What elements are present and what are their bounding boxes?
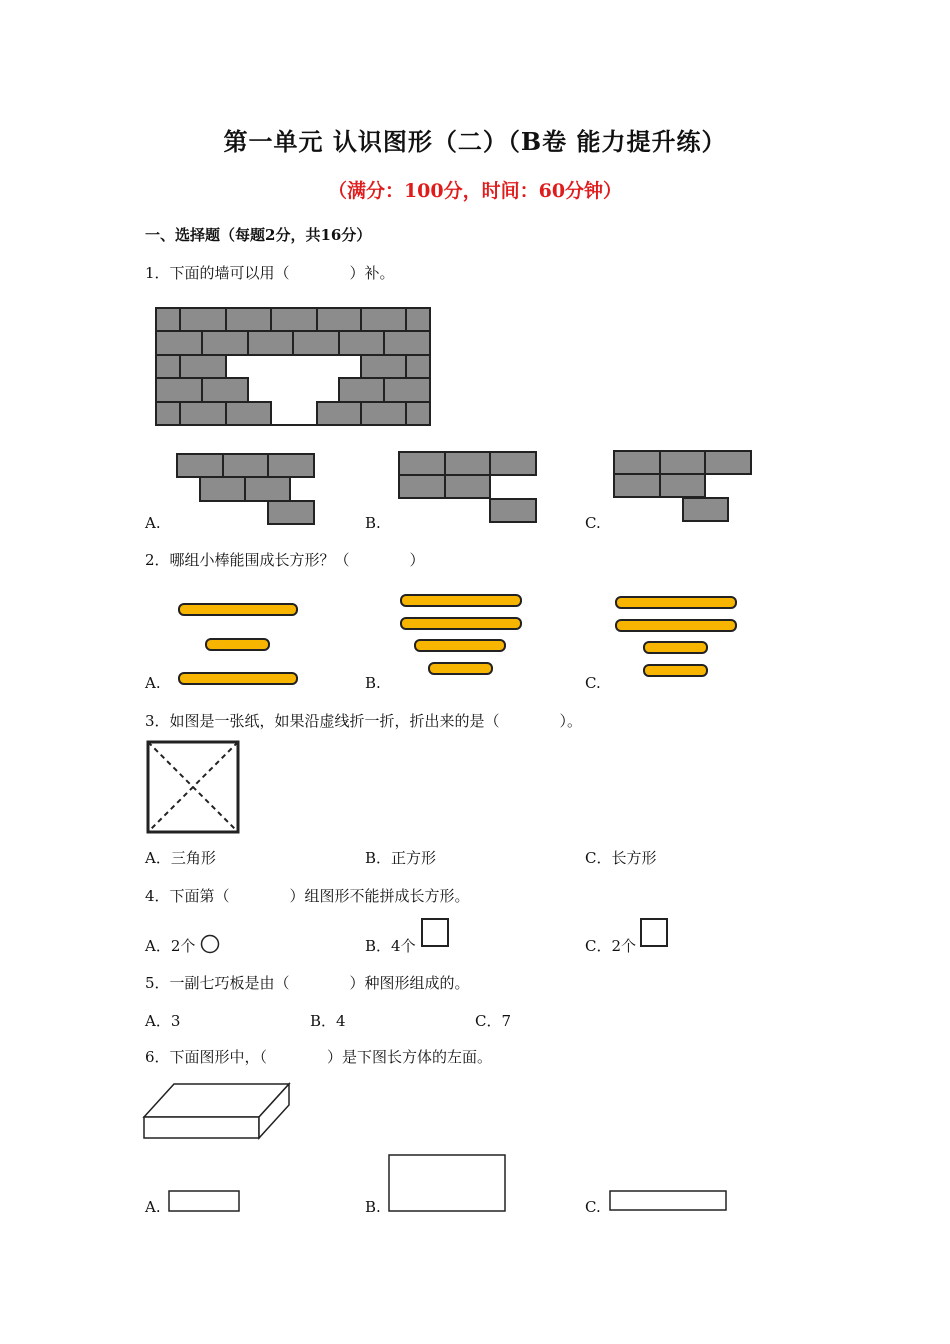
option-3b[interactable]: B．正方形 — [365, 849, 437, 867]
question-4: 4．下面第（ ）组图形不能拼成长方形。 — [145, 887, 470, 905]
paper-square-figure — [146, 740, 240, 834]
option-2b-sticks[interactable] — [400, 593, 524, 677]
square-icon — [640, 918, 668, 948]
option-1a-label[interactable]: A. — [145, 514, 161, 532]
circle-icon — [200, 934, 220, 954]
page-title: 第一单元 认识图形（二）（B卷 能力提升练） — [223, 127, 727, 156]
option-4b[interactable] — [365, 935, 416, 956]
option-1a-bricks[interactable] — [177, 454, 317, 526]
option-5c[interactable]: C．7 — [475, 1012, 512, 1030]
section-heading: 一、选择题（每题2分，共16分） — [145, 226, 372, 244]
question-3: 3．如图是一张纸，如果沿虚线折一折，折出来的是（ ）。 — [145, 712, 583, 730]
option-5b[interactable]: B．4 — [310, 1012, 346, 1030]
page-subtitle: （满分：100分，时间：60分钟） — [327, 180, 623, 202]
option-1c-bricks[interactable] — [614, 451, 754, 523]
option-1b-label[interactable]: B. — [365, 514, 381, 532]
option-4c-label: C．2个 — [585, 937, 637, 955]
option-1c-label[interactable]: C. — [585, 514, 601, 532]
option-2a-label[interactable]: A. — [145, 674, 161, 692]
option-2b-label[interactable]: B. — [365, 674, 381, 692]
cuboid-figure — [143, 1082, 293, 1140]
option-2a-sticks[interactable] — [178, 602, 300, 686]
option-2c-sticks[interactable] — [615, 595, 739, 679]
option-6a-label[interactable]: A. — [145, 1198, 161, 1216]
option-3a[interactable]: A．三角形 — [145, 849, 216, 867]
square-icon — [421, 918, 449, 948]
question-2: 2．哪组小棒能围成长方形？（ ） — [145, 551, 425, 569]
option-6c-label[interactable]: C. — [585, 1198, 601, 1216]
option-2c-label[interactable]: C. — [585, 674, 601, 692]
option-1b-bricks[interactable] — [399, 452, 539, 524]
option-6b-rectangle[interactable] — [388, 1154, 508, 1213]
option-3c[interactable]: C．长方形 — [585, 849, 657, 867]
option-4a-label: A．2个 — [145, 937, 196, 955]
option-4c[interactable] — [585, 935, 636, 956]
option-6b-label[interactable]: B. — [365, 1198, 381, 1216]
option-4a[interactable] — [145, 935, 195, 956]
question-6: 6．下面图形中，（ ）是下图长方体的左面。 — [145, 1048, 493, 1066]
question-5: 5．一副七巧板是由（ ）种图形组成的。 — [145, 974, 470, 992]
question-1: 1．下面的墙可以用（ ）补。 — [145, 264, 395, 282]
option-6a-rectangle[interactable] — [168, 1190, 241, 1213]
wall-figure — [156, 308, 431, 426]
option-6c-rectangle[interactable] — [609, 1190, 729, 1212]
option-4b-label: B．4个 — [365, 937, 416, 955]
option-5a[interactable]: A．3 — [145, 1012, 181, 1030]
